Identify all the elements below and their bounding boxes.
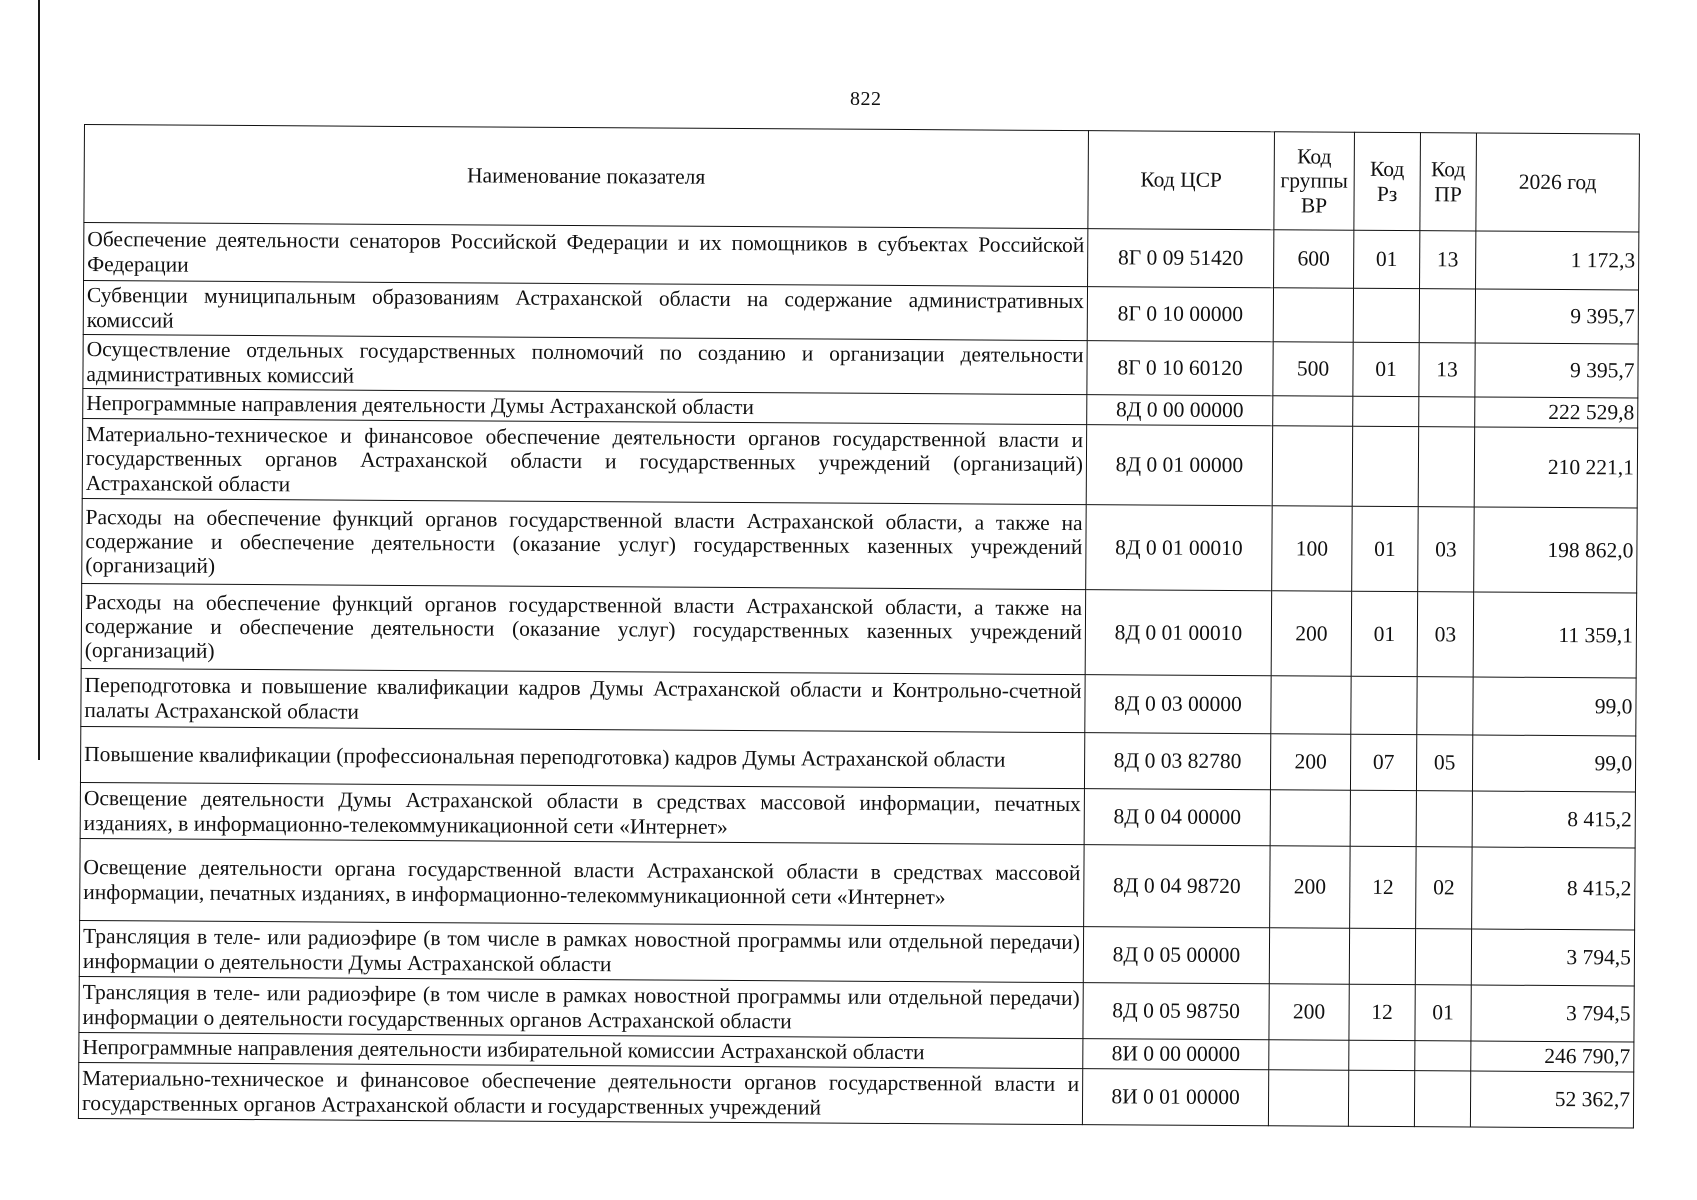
row-rz-code: [1353, 288, 1419, 342]
table-row: [80, 726, 1635, 791]
row-pr-code: 03: [1417, 592, 1474, 677]
row-amount: 8 415,2: [1472, 847, 1635, 930]
row-name: Непрограммные направления деятельности Думы Астраханской области: [83, 388, 1087, 424]
row-rz-code: [1349, 928, 1415, 984]
row-amount: 3 794,5: [1471, 929, 1634, 986]
row-pr-code: 03: [1418, 507, 1475, 592]
row-pr-code: [1417, 677, 1473, 735]
row-csr-code: 8Г 0 10 00000: [1087, 287, 1273, 342]
row-rz-code: [1349, 1040, 1415, 1070]
row-csr-code: 8Д 0 01 00010: [1086, 505, 1273, 591]
row-pr-code: [1416, 791, 1472, 847]
row-name: Освещение деятельности Думы Астраханской области в средствах массовой информации, печатных изданиях, в информационно-телекоммуникационной сети «Интернет»: [80, 782, 1084, 844]
row-csr-code: 8Д 0 03 82780: [1084, 733, 1270, 790]
binding-margin-line: [38, 0, 40, 760]
table-row: [83, 281, 1638, 344]
table-row: [79, 920, 1634, 985]
row-pr-code: 01: [1415, 985, 1471, 1041]
row-vr-code: 500: [1273, 342, 1353, 396]
budget-table: [78, 124, 1640, 1128]
row-name: Переподготовка и повышение квалификации кадров Думы Астраханской области и Контрольно-счетной палаты Астраханской области: [81, 668, 1085, 732]
row-name: Обеспечение деятельности сенаторов Российской Федерации и их помощников в субъектах Российской Федерации: [84, 223, 1088, 287]
header-pr-code: Код ПР: [1420, 133, 1477, 231]
row-vr-code: [1269, 928, 1349, 984]
row-vr-code: 600: [1274, 230, 1354, 288]
table-row: [82, 418, 1637, 507]
row-rz-code: [1352, 426, 1418, 506]
header-year-2026: 2026 год: [1476, 133, 1640, 232]
row-amount: 210 221,1: [1474, 427, 1637, 508]
row-name: Трансляция в теле- или радиоэфире (в том числе в рамках новостной программы или отдельной передачи) информации о деятельности Думы Астраханской области: [79, 920, 1083, 982]
row-amount: 198 862,0: [1474, 507, 1638, 593]
row-csr-code: 8Д 0 05 98750: [1083, 983, 1269, 1040]
table-row: [81, 583, 1636, 677]
row-rz-code: 07: [1350, 734, 1416, 790]
row-vr-code: [1270, 790, 1350, 846]
row-csr-code: 8Д 0 01 00000: [1086, 425, 1272, 506]
row-pr-code: [1415, 929, 1471, 985]
row-name: Осуществление отдельных государственных полномочий по созданию и организации деятельности административных комиссий: [83, 334, 1087, 394]
row-name: Расходы на обеспечение функций органов государственной власти Астраханской области, а также на содержание и обеспечение деятельности (оказание услуг) государственных казенных учреждений (организаций): [82, 498, 1087, 589]
row-pr-code: [1419, 397, 1475, 427]
row-csr-code: 8Д 0 01 00010: [1085, 590, 1272, 676]
row-name: Расходы на обеспечение функций органов государственной власти Астраханской области, а также на содержание и обеспечение деятельности (оказание услуг) государственных казенных учреждений (организаций): [81, 583, 1086, 674]
row-rz-code: [1351, 676, 1417, 734]
row-rz-code: 01: [1351, 591, 1418, 676]
row-amount: 246 790,7: [1471, 1041, 1634, 1072]
row-pr-code: [1418, 427, 1474, 507]
row-vr-code: [1273, 288, 1353, 342]
row-vr-code: 200: [1270, 734, 1350, 790]
table-row: [80, 782, 1635, 847]
table-row: [83, 334, 1638, 397]
table-row: [80, 838, 1635, 929]
table-row: [81, 668, 1636, 735]
header-vr-code: Код группы ВР: [1274, 132, 1355, 230]
row-rz-code: [1348, 1070, 1414, 1126]
row-name: Повышение квалификации (профессиональная переподготовка) кадров Думы Астраханской области: [80, 726, 1084, 788]
row-rz-code: 01: [1354, 230, 1420, 288]
row-csr-code: 8Д 0 00 00000: [1087, 395, 1273, 426]
row-vr-code: [1271, 676, 1351, 734]
row-vr-code: 200: [1270, 846, 1350, 928]
header-csr-code: Код ЦСР: [1088, 131, 1275, 230]
row-vr-code: 200: [1271, 591, 1352, 676]
row-name: Материально-техническое и финансовое обеспечение деятельности органов государственной власти и государственных органов Астраханской области и государственных учреждений: [78, 1062, 1082, 1124]
row-name: Трансляция в теле- или радиоэфире (в том числе в рамках новостной программы или отдельной передачи) информации о деятельности государственных органов Астраханской области: [79, 976, 1083, 1038]
row-amount: 99,0: [1473, 677, 1636, 736]
row-pr-code: [1419, 289, 1475, 343]
table-row: [79, 976, 1634, 1041]
row-pr-code: 02: [1416, 847, 1472, 929]
row-amount: 52 362,7: [1470, 1071, 1633, 1128]
row-pr-code: [1415, 1041, 1471, 1071]
row-pr-code: 13: [1420, 231, 1476, 289]
row-pr-code: [1414, 1071, 1470, 1127]
row-vr-code: [1272, 426, 1352, 506]
row-csr-code: 8Д 0 04 98720: [1084, 845, 1270, 928]
row-name: Материально-техническое и финансовое обеспечение деятельности органов государственной власти и государственных органов Астраханской области и государственных учреждений (организаций) Астраханской области: [82, 418, 1086, 504]
row-vr-code: 100: [1272, 506, 1353, 591]
table-row: [78, 1062, 1633, 1127]
row-name: Освещение деятельности органа государственной власти Астраханской области в средствах массовой информации, печатных изданиях, в информационно-телекоммуникационной сети «Интернет»: [80, 838, 1084, 926]
row-amount: 11 359,1: [1473, 592, 1637, 678]
row-csr-code: 8И 0 00 00000: [1083, 1039, 1269, 1070]
table-header-row: [84, 125, 1640, 232]
row-amount: 3 794,5: [1471, 985, 1634, 1042]
row-rz-code: [1353, 396, 1419, 426]
table-row: [84, 223, 1639, 290]
row-vr-code: 200: [1269, 984, 1349, 1040]
row-csr-code: 8И 0 01 00000: [1082, 1069, 1268, 1126]
row-rz-code: 12: [1350, 846, 1416, 928]
row-rz-code: 01: [1353, 342, 1419, 396]
row-vr-code: [1268, 1070, 1348, 1126]
row-csr-code: 8Г 0 09 51420: [1088, 229, 1274, 288]
page-number: 822: [850, 88, 882, 110]
row-csr-code: 8Д 0 03 00000: [1085, 675, 1271, 734]
row-csr-code: 8Д 0 05 00000: [1083, 927, 1269, 984]
row-amount: 9 395,7: [1475, 289, 1638, 344]
row-pr-code: 05: [1416, 735, 1472, 791]
header-name: Наименование показателя: [84, 125, 1089, 229]
row-vr-code: [1273, 396, 1353, 426]
row-rz-code: 12: [1349, 984, 1415, 1040]
row-name: Непрограммные направления деятельности избирательной комиссии Астраханской области: [79, 1032, 1083, 1068]
row-amount: 222 529,8: [1475, 397, 1638, 428]
row-csr-code: 8Г 0 10 60120: [1087, 341, 1273, 396]
row-pr-code: 13: [1419, 343, 1475, 397]
row-vr-code: [1269, 1040, 1349, 1070]
row-name: Субвенции муниципальным образованиям Астраханской области на содержание административных комиссий: [83, 281, 1087, 341]
row-amount: 9 395,7: [1475, 343, 1638, 398]
row-amount: 99,0: [1472, 735, 1635, 792]
row-rz-code: 01: [1352, 506, 1419, 591]
header-rz-code: Код Рз: [1354, 132, 1421, 230]
row-csr-code: 8Д 0 04 00000: [1084, 789, 1270, 846]
row-amount: 8 415,2: [1472, 791, 1635, 848]
row-amount: 1 172,3: [1476, 231, 1639, 290]
table-row: [82, 498, 1637, 592]
row-rz-code: [1350, 790, 1416, 846]
